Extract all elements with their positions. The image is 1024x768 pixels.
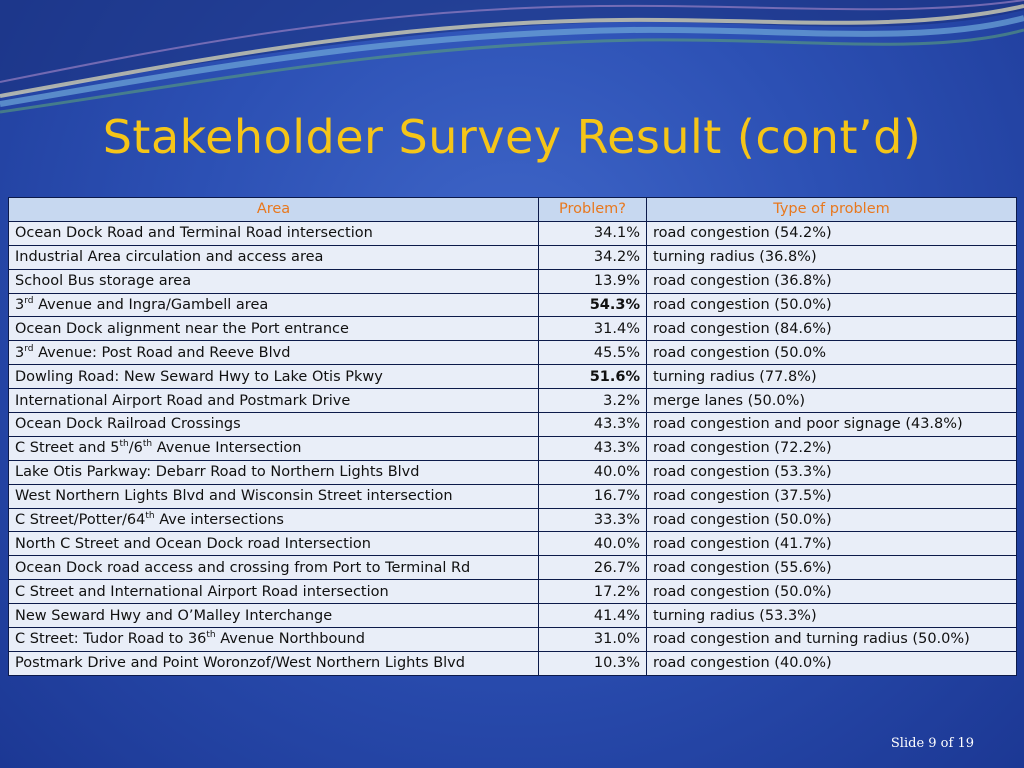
table-row [9, 436, 1017, 460]
type-cell: turning radius (77.8%) [647, 365, 1017, 389]
area-cell: 3rd Avenue: Post Road and Reeve Blvd [9, 341, 539, 365]
area-cell: C Street and International Airport Road intersection [9, 580, 539, 604]
problem-cell: 33.3% [539, 508, 647, 532]
type-cell: road congestion and poor signage (43.8%) [647, 413, 1017, 437]
problem-cell: 54.3% [539, 293, 647, 317]
problem-cell: 40.0% [539, 460, 647, 484]
table-row [9, 221, 1017, 245]
area-cell: C Street/Potter/64th Ave intersections [9, 508, 539, 532]
type-cell: road congestion (53.3%) [647, 460, 1017, 484]
problem-cell: 17.2% [539, 580, 647, 604]
type-cell: road congestion (36.8%) [647, 269, 1017, 293]
type-cell: road congestion (50.0% [647, 341, 1017, 365]
slide-title: Stakeholder Survey Result (cont’d) [102, 110, 922, 164]
type-cell: merge lanes (50.0%) [647, 389, 1017, 413]
header-area: Area [9, 198, 539, 222]
table-row [9, 389, 1017, 413]
problem-cell: 31.0% [539, 628, 647, 652]
slide-number: Slide 9 of 19 [890, 736, 974, 751]
problem-cell: 40.0% [539, 532, 647, 556]
table-row [9, 293, 1017, 317]
problem-cell: 3.2% [539, 389, 647, 413]
problem-cell: 41.4% [539, 604, 647, 628]
type-cell: road congestion (41.7%) [647, 532, 1017, 556]
problem-cell: 45.5% [539, 341, 647, 365]
area-cell: School Bus storage area [9, 269, 539, 293]
problem-cell: 31.4% [539, 317, 647, 341]
area-cell: Postmark Drive and Point Woronzof/West Northern Lights Blvd [9, 651, 539, 675]
type-cell: road congestion (50.0%) [647, 580, 1017, 604]
type-cell: road congestion and turning radius (50.0%) [647, 628, 1017, 652]
table-row [9, 413, 1017, 437]
table-row [9, 269, 1017, 293]
table-row [9, 484, 1017, 508]
area-cell: C Street and 5th/6th Avenue Intersection [9, 436, 539, 460]
table-row [9, 604, 1017, 628]
problem-cell: 34.1% [539, 221, 647, 245]
area-cell: Ocean Dock Road and Terminal Road intersection [9, 221, 539, 245]
type-cell: turning radius (36.8%) [647, 245, 1017, 269]
problem-cell: 43.3% [539, 413, 647, 437]
table-row [9, 532, 1017, 556]
problem-cell: 13.9% [539, 269, 647, 293]
type-cell: road congestion (84.6%) [647, 317, 1017, 341]
decorative-swoosh [0, 0, 1024, 120]
type-cell: road congestion (40.0%) [647, 651, 1017, 675]
problem-cell: 34.2% [539, 245, 647, 269]
area-cell: Ocean Dock road access and crossing from Port to Terminal Rd [9, 556, 539, 580]
area-cell: Industrial Area circulation and access area [9, 245, 539, 269]
type-cell: road congestion (54.2%) [647, 221, 1017, 245]
area-cell: 3rd Avenue and Ingra/Gambell area [9, 293, 539, 317]
type-cell: road congestion (37.5%) [647, 484, 1017, 508]
area-cell: C Street: Tudor Road to 36th Avenue Northbound [9, 628, 539, 652]
area-cell: New Seward Hwy and O’Malley Interchange [9, 604, 539, 628]
problem-cell: 16.7% [539, 484, 647, 508]
type-cell: road congestion (50.0%) [647, 508, 1017, 532]
table-row [9, 556, 1017, 580]
area-cell: International Airport Road and Postmark Drive [9, 389, 539, 413]
table-header-row [9, 198, 1017, 222]
header-type-of-problem: Type of problem [647, 198, 1017, 222]
area-cell: West Northern Lights Blvd and Wisconsin Street intersection [9, 484, 539, 508]
table-row [9, 245, 1017, 269]
type-cell: road congestion (55.6%) [647, 556, 1017, 580]
problem-cell: 10.3% [539, 651, 647, 675]
problem-cell: 51.6% [539, 365, 647, 389]
type-cell: road congestion (72.2%) [647, 436, 1017, 460]
table-row [9, 651, 1017, 675]
type-cell: turning radius (53.3%) [647, 604, 1017, 628]
table-body [9, 221, 1017, 675]
table-row [9, 365, 1017, 389]
table-row [9, 341, 1017, 365]
table-row [9, 628, 1017, 652]
table-row [9, 317, 1017, 341]
table-row [9, 460, 1017, 484]
area-cell: Ocean Dock Railroad Crossings [9, 413, 539, 437]
area-cell: North C Street and Ocean Dock road Intersection [9, 532, 539, 556]
area-cell: Lake Otis Parkway: Debarr Road to Northern Lights Blvd [9, 460, 539, 484]
table-row [9, 508, 1017, 532]
header-problem: Problem? [539, 198, 647, 222]
area-cell: Dowling Road: New Seward Hwy to Lake Otis Pkwy [9, 365, 539, 389]
problem-cell: 26.7% [539, 556, 647, 580]
table-row [9, 580, 1017, 604]
area-cell: Ocean Dock alignment near the Port entrance [9, 317, 539, 341]
survey-table [8, 197, 1017, 676]
problem-cell: 43.3% [539, 436, 647, 460]
type-cell: road congestion (50.0%) [647, 293, 1017, 317]
